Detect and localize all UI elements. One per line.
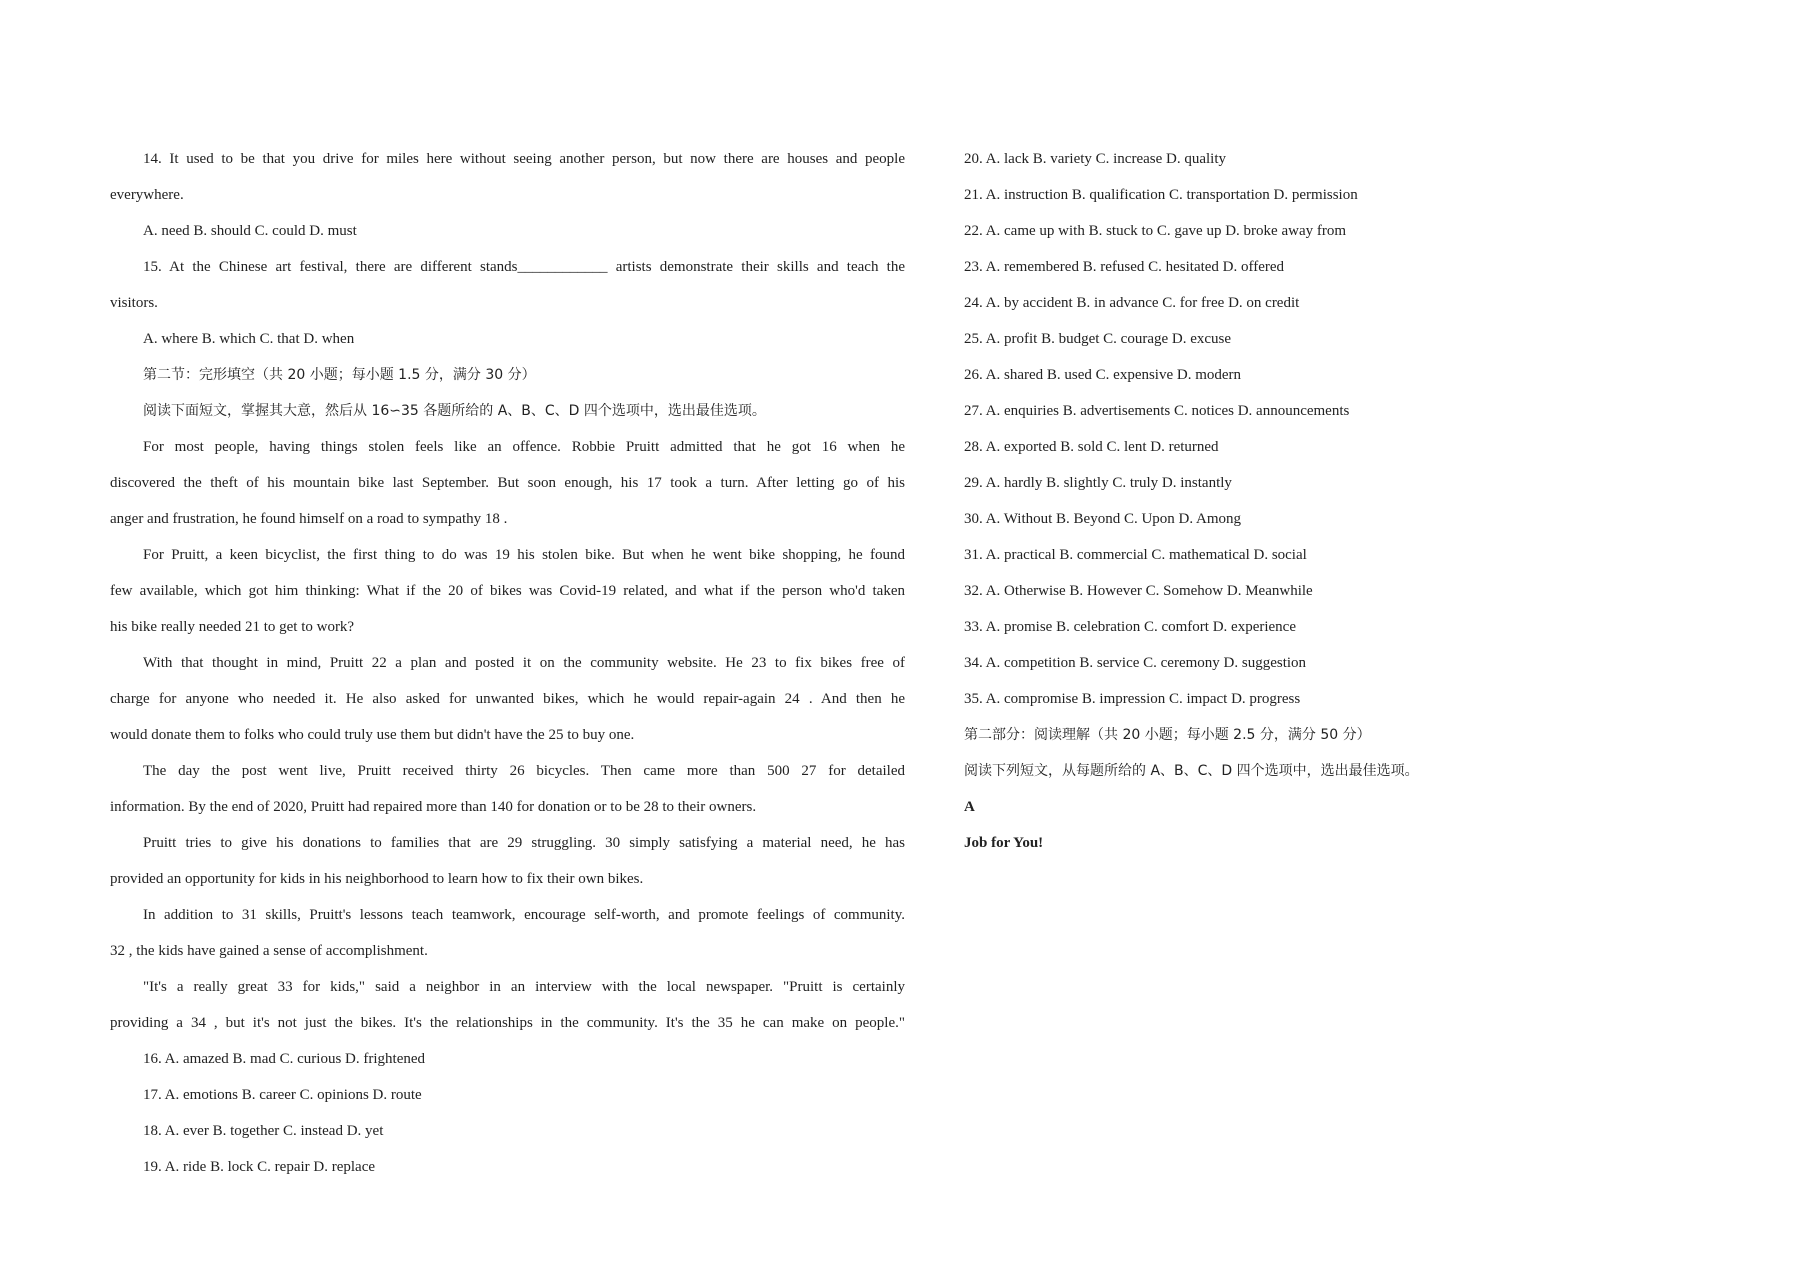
text-line: With that thought in mind, Pruitt 22 a plan and posted it on the community website. He 23 to fix bikes free of [143, 655, 905, 671]
text-line: 32 , the kids have gained a sense of accomplishment. [110, 943, 428, 959]
text-line: 33. A. promise B. celebration C. comfort D. experience [964, 619, 1296, 635]
right-column [964, 141, 1524, 861]
text-line: charge for anyone who needed it. He also asked for unwanted bikes, which he would repair-again 24 . And then he [110, 691, 905, 707]
text-line: 34. A. competition B. service C. ceremony D. suggestion [964, 655, 1307, 671]
text-line: 27. A. enquiries B. advertisements C. notices D. announcements [964, 403, 1350, 419]
text-line: 29. A. hardly B. slightly C. truly D. instantly [964, 475, 1232, 491]
text-line: For Pruitt, a keen bicyclist, the first thing to do was 19 his stolen bike. But when he went bike shopping, he found [143, 547, 905, 563]
text-line: discovered the theft of his mountain bike last September. But soon enough, his 17 took a turn. After letting go of his [110, 475, 905, 491]
text-line: 阅读下列短文，从每题所给的 A、B、C、D 四个选项中，选出最佳选项。 [964, 763, 1419, 779]
text-line: 第二节：完形填空（共 20 小题；每小题 1.5 分，满分 30 分） [143, 367, 536, 383]
text-line: A. need B. should C. could D. must [143, 223, 357, 239]
section-heading: Job for You! [964, 835, 1044, 851]
text-line: 21. A. instruction B. qualification C. transportation D. permission [964, 187, 1358, 203]
text-line: 35. A. compromise B. impression C. impact D. progress [964, 691, 1301, 707]
text-line: A. where B. which C. that D. when [143, 331, 355, 347]
text-line: 26. A. shared B. used C. expensive D. modern [964, 367, 1242, 383]
text-line: 16. A. amazed B. mad C. curious D. frightened [143, 1051, 426, 1067]
text-line: few available, which got him thinking: What if the 20 of bikes was Covid-19 related, and what if the person who'd taken [110, 583, 905, 599]
text-line: Pruitt tries to give his donations to families that are 29 struggling. 30 simply satisfying a material need, he has [143, 835, 905, 851]
text-line: provided an opportunity for kids in his neighborhood to learn how to fix their own bikes. [110, 871, 644, 887]
text-line: 20. A. lack B. variety C. increase D. quality [964, 151, 1227, 167]
text-line: 22. A. came up with B. stuck to C. gave up D. broke away from [964, 223, 1347, 239]
text-line: 25. A. profit B. budget C. courage D. excuse [964, 331, 1232, 347]
text-line: For most people, having things stolen feels like an offence. Robbie Pruitt admitted that he got 16 when he [143, 439, 905, 455]
text-line: his bike really needed 21 to get to work? [110, 619, 355, 635]
text-line: 17. A. emotions B. career C. opinions D. route [143, 1087, 422, 1103]
text-line: 28. A. exported B. sold C. lent D. returned [964, 439, 1219, 455]
text-line: The day the post went live, Pruitt received thirty 26 bicycles. Then came more than 500 27 for detailed [143, 763, 905, 779]
text-line: 19. A. ride B. lock C. repair D. replace [143, 1159, 376, 1175]
text-line: "It's a really great 33 for kids," said a neighbor in an interview with the local newspaper. "Pruitt is certainly [143, 979, 905, 995]
text-line: 31. A. practical B. commercial C. mathematical D. social [964, 547, 1307, 563]
text-line: anger and frustration, he found himself on a road to sympathy 18 . [110, 511, 508, 527]
text-line: providing a 34 , but it's not just the bikes. It's the relationships in the community. It's the 35 he can make on people." [110, 1015, 905, 1031]
section-heading: A [964, 799, 975, 815]
text-line: 15. At the Chinese art festival, there are different stands____________ artists demonstrate their skills and teach the [143, 259, 905, 275]
text-line: 阅读下面短文，掌握其大意，然后从 16∽35 各题所给的 A、B、C、D 四个选项中，选出最佳选项。 [143, 403, 766, 419]
text-line: would donate them to folks who could truly use them but didn't have the 25 to buy one. [110, 727, 635, 743]
text-line: 18. A. ever B. together C. instead D. yet [143, 1123, 384, 1139]
text-line: visitors. [110, 295, 158, 311]
text-line: everywhere. [110, 187, 184, 203]
text-line: In addition to 31 skills, Pruitt's lessons teach teamwork, encourage self-worth, and promote feelings of community. [143, 907, 905, 923]
left-column [110, 141, 905, 1185]
text-line: 24. A. by accident B. in advance C. for free D. on credit [964, 295, 1300, 311]
text-line: 14. It used to be that you drive for miles here without seeing another person, but now there are houses and people [143, 151, 905, 167]
text-line: 第二部分：阅读理解（共 20 小题；每小题 2.5 分，满分 50 分） [964, 727, 1371, 743]
text-line: information. By the end of 2020, Pruitt had repaired more than 140 for donation or to be 28 to their owners. [110, 799, 757, 815]
text-line: 30. A. Without B. Beyond C. Upon D. Among [964, 511, 1242, 527]
text-line: 32. A. Otherwise B. However C. Somehow D. Meanwhile [964, 583, 1313, 599]
text-line: 23. A. remembered B. refused C. hesitated D. offered [964, 259, 1285, 275]
